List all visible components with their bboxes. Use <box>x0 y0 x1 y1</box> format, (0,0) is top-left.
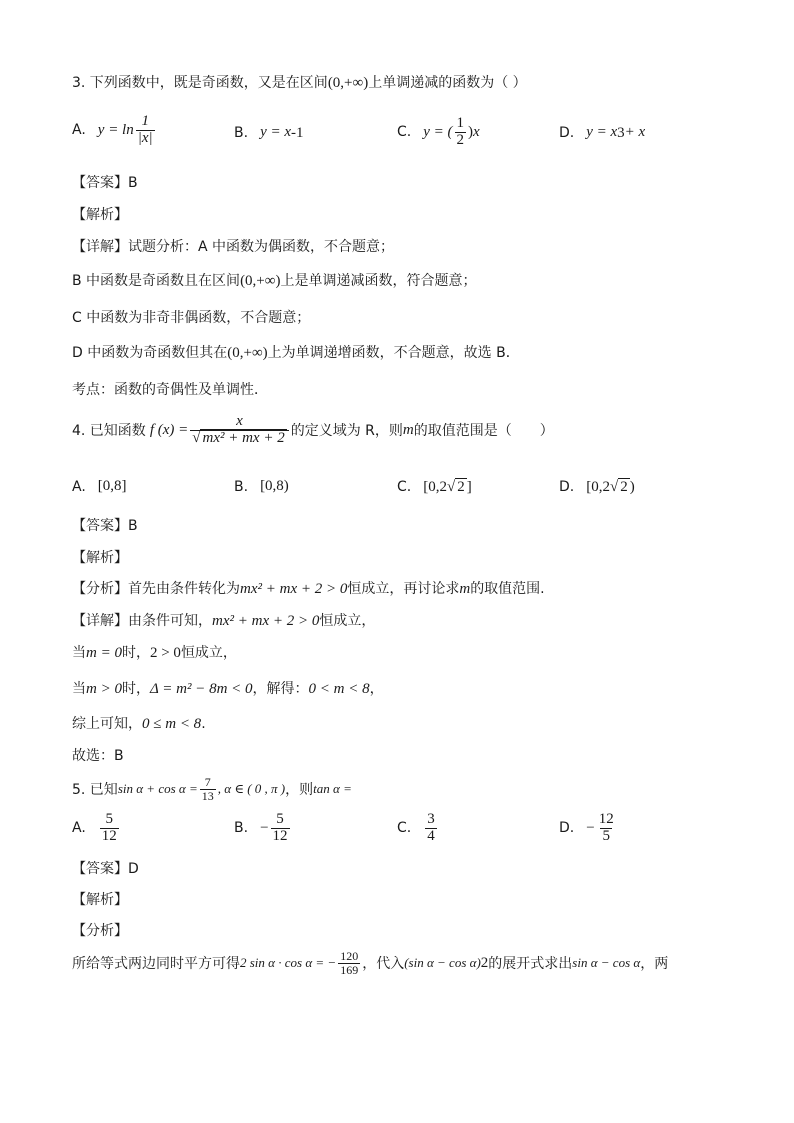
sqrt-sign: √ <box>609 478 619 495</box>
q3-line-4 <box>72 342 520 362</box>
q4-function: f (x) = <box>149 421 189 438</box>
q3-interval: (0,+∞) <box>327 75 369 91</box>
fenxi-pre: 首先由条件转化为 <box>128 581 240 597</box>
line-pre: 所给等式两边同时平方可得 <box>72 956 240 973</box>
q4-stem <box>72 414 554 447</box>
numerator: 1 <box>141 113 149 129</box>
q5-stem-text: 5. 已知 <box>72 782 118 799</box>
q3-analysis-label: 【解析】 <box>72 207 128 223</box>
fraction <box>200 776 216 802</box>
numerator: 1 <box>456 115 465 131</box>
line-tail: . <box>201 716 206 732</box>
answer-value: B <box>128 175 138 191</box>
q3-line-4-text: D 中函数为奇函数但其在 <box>72 345 228 361</box>
q5-ask: tan α = <box>313 781 352 797</box>
q3-line-3: C 中函数为非奇非偶函数，不合题意； <box>72 310 311 326</box>
answer-value: B <box>128 518 138 534</box>
line-math3: 0 < m < 8 <box>308 681 370 697</box>
q3-stem <box>72 72 527 92</box>
option-label: C. <box>397 820 412 837</box>
q5-analysis-label: 【解析】 <box>72 892 128 908</box>
xiangjie-tail: 恒成立， <box>319 613 376 629</box>
q4-stem-tail: 的定义域为 R，则 <box>290 423 403 440</box>
q5-cond: sin α + cos α = <box>117 781 198 797</box>
line-math: 2 sin α · cos α = − <box>240 955 337 971</box>
q3-kaodian: 考点：函数的奇偶性及单调性． <box>72 382 268 398</box>
denominator: 5 <box>602 827 610 844</box>
line-tail: 恒成立， <box>180 645 237 661</box>
numerator: 12 <box>598 811 614 827</box>
q3-option-a <box>72 114 157 147</box>
line-mid2: 的展开式求出 <box>488 956 573 973</box>
option-expr: y = ( <box>423 123 453 140</box>
q3-interval: (0,+∞) <box>227 345 268 361</box>
line-math2: Δ = m² − 8m < 0 <box>149 681 253 697</box>
denominator: 4 <box>427 827 435 844</box>
q5-option-a <box>72 812 121 845</box>
line-math: m = 0 <box>86 645 122 661</box>
line-tail: ，两 <box>640 956 669 973</box>
q3-stem-tail: 上单调递减的函数为（ ） <box>368 75 527 91</box>
fenxi-math: mx² + mx + 2 > 0 <box>240 581 348 597</box>
option-label: A. <box>72 478 86 495</box>
option-expr: [0,2 <box>423 478 447 495</box>
fenxi-mid: 恒成立，再讨论求 <box>347 581 460 597</box>
answer-value: D <box>128 861 139 877</box>
answer-label: 【答案】 <box>72 518 128 534</box>
q4-line-2 <box>72 678 384 698</box>
q4-option-d <box>559 478 635 496</box>
option-expr: y = x <box>586 124 618 140</box>
denominator: √ mx² + mx + 2 <box>190 430 288 447</box>
fraction <box>338 950 360 976</box>
denominator: 12 <box>101 827 117 844</box>
q5-cond2: , α ∈ ( 0 , π ) <box>217 781 286 797</box>
option-expr-post: ) <box>468 123 474 140</box>
q3-line-2-text: B 中函数是奇函数且在区间 <box>72 273 241 289</box>
option-expr-tail: + x <box>624 124 646 140</box>
option-sign: − <box>586 819 595 836</box>
sqrt-content: 2 <box>620 479 628 495</box>
option-expr: [0,8] <box>97 478 127 494</box>
option-label: B. <box>234 820 249 837</box>
fenxi-m: m <box>459 581 471 597</box>
q4-option-b <box>234 478 289 495</box>
xiangjie-math: mx² + mx + 2 > 0 <box>212 613 320 629</box>
q3-answer <box>72 172 138 192</box>
q4-option-c <box>397 478 472 496</box>
q3-line-1: 【详解】试题分析：A 中函数为偶函数，不合题意； <box>72 239 395 255</box>
answer-label: 【答案】 <box>72 175 128 191</box>
q5-stem <box>72 776 352 802</box>
q5-option-b <box>234 812 292 845</box>
q4-line-3 <box>72 713 206 733</box>
option-label: A. <box>72 820 86 837</box>
numerator: 7 <box>204 775 211 789</box>
fenxi-label: 【分析】 <box>72 581 128 597</box>
line-mid2: ，解得： <box>252 681 309 697</box>
q4-conclude: 故选：B <box>72 748 124 764</box>
q4-fenxi <box>72 578 545 598</box>
q4-stem-tail2: 的取值范围是（ ） <box>413 423 554 440</box>
line-tail: ， <box>369 681 384 697</box>
option-expr-post: ] <box>466 478 472 495</box>
option-sign: − <box>260 819 269 836</box>
fenxi-tail: 的取值范围. <box>470 581 545 597</box>
fraction <box>271 812 290 845</box>
option-label: D. <box>559 479 575 495</box>
option-expr: [0,8) <box>260 478 289 494</box>
option-label: A. <box>72 122 86 139</box>
q5-option-c <box>397 812 439 845</box>
sqrt-content: mx² + mx + 2 <box>202 429 285 446</box>
fraction <box>455 116 467 149</box>
line-math: 0 ≤ m < 8 <box>142 716 202 732</box>
numerator: 5 <box>105 811 114 827</box>
q3-stem-text: 3. 下列函数中，既是奇函数，又是在区间 <box>72 75 328 91</box>
option-label: C. <box>397 479 412 495</box>
numerator: 5 <box>276 811 284 827</box>
q5-option-d <box>559 812 618 845</box>
q3-option-d: D. y = x 3 + x <box>559 124 646 141</box>
q5-fenxi-label: 【分析】 <box>72 923 128 939</box>
numerator: 120 <box>340 949 359 963</box>
q3-interval: (0,+∞) <box>240 273 281 289</box>
fraction <box>136 114 155 147</box>
q5-last-line: 所给等式两边同时平方可得 2 sin α · cos α = − $\frac{120}{169}$ ，代入 (sin α − cos α) 2 的展开式求出 sin α − cos α ，两 <box>72 949 669 977</box>
q5-answer <box>72 858 139 878</box>
line-math: m > 0 <box>86 681 122 697</box>
fraction <box>597 812 616 845</box>
xiangjie-pre: 由条件可知， <box>128 613 212 629</box>
q4-m: m <box>402 421 414 438</box>
option-expr: [0,2 <box>586 478 610 495</box>
option-expr-post: ) <box>629 478 635 495</box>
option-expr: y = x <box>260 124 291 140</box>
q5-stem-tail: ，则 <box>285 782 314 799</box>
q3-line-2-tail: 上是单调递减函数，符合题意； <box>280 273 477 289</box>
line-mid: ，代入 <box>362 956 405 973</box>
q3-option-c: C. y = ( $\frac{1}{2}$ ) x <box>397 115 480 148</box>
q3-line-4-tail: 上为单调递增函数，不合题意，故选 B． <box>267 345 520 361</box>
fraction <box>190 414 288 447</box>
numerator: x <box>236 413 243 429</box>
denominator: 2 <box>456 131 465 148</box>
q3-option-b: B. y = x -1 <box>234 124 304 141</box>
line-mid: 时， <box>121 645 150 661</box>
option-label: B. <box>234 478 249 495</box>
denominator: 169 <box>340 962 359 977</box>
q4-stem-text: 4. 已知函数 <box>72 423 146 440</box>
fraction <box>100 812 119 845</box>
numerator: 3 <box>427 811 435 827</box>
q4-option-a <box>72 478 127 495</box>
line-math2: (sin α − cos α) <box>404 955 481 971</box>
option-label: D. <box>559 124 575 141</box>
q4-line-1 <box>72 642 237 662</box>
option-label: B. <box>234 124 249 141</box>
line-mid: 时， <box>121 681 150 697</box>
answer-label: 【答案】 <box>72 861 128 877</box>
line-pre: 综上可知， <box>72 716 142 732</box>
fraction <box>425 812 437 845</box>
q4-analysis-label: 【解析】 <box>72 550 128 566</box>
denominator: |x| <box>137 129 153 146</box>
line-math2: 2 > 0 <box>149 645 181 661</box>
sqrt-content: 2 <box>457 479 465 495</box>
line-pre: 当 <box>72 681 86 697</box>
q3-line-2 <box>72 270 476 290</box>
denominator: 12 <box>272 827 288 844</box>
q4-xiangjie <box>72 610 375 630</box>
sqrt-sign: √ <box>446 478 456 495</box>
line-math3: sin α − cos α <box>572 955 641 971</box>
line-pre: 当 <box>72 645 86 661</box>
option-expr: y = ln <box>97 121 134 138</box>
denominator: 13 <box>201 788 214 803</box>
xiangjie-label: 【详解】 <box>72 613 128 629</box>
option-label: D. <box>559 820 575 837</box>
option-label: C. <box>397 124 412 141</box>
q4-answer <box>72 515 138 535</box>
